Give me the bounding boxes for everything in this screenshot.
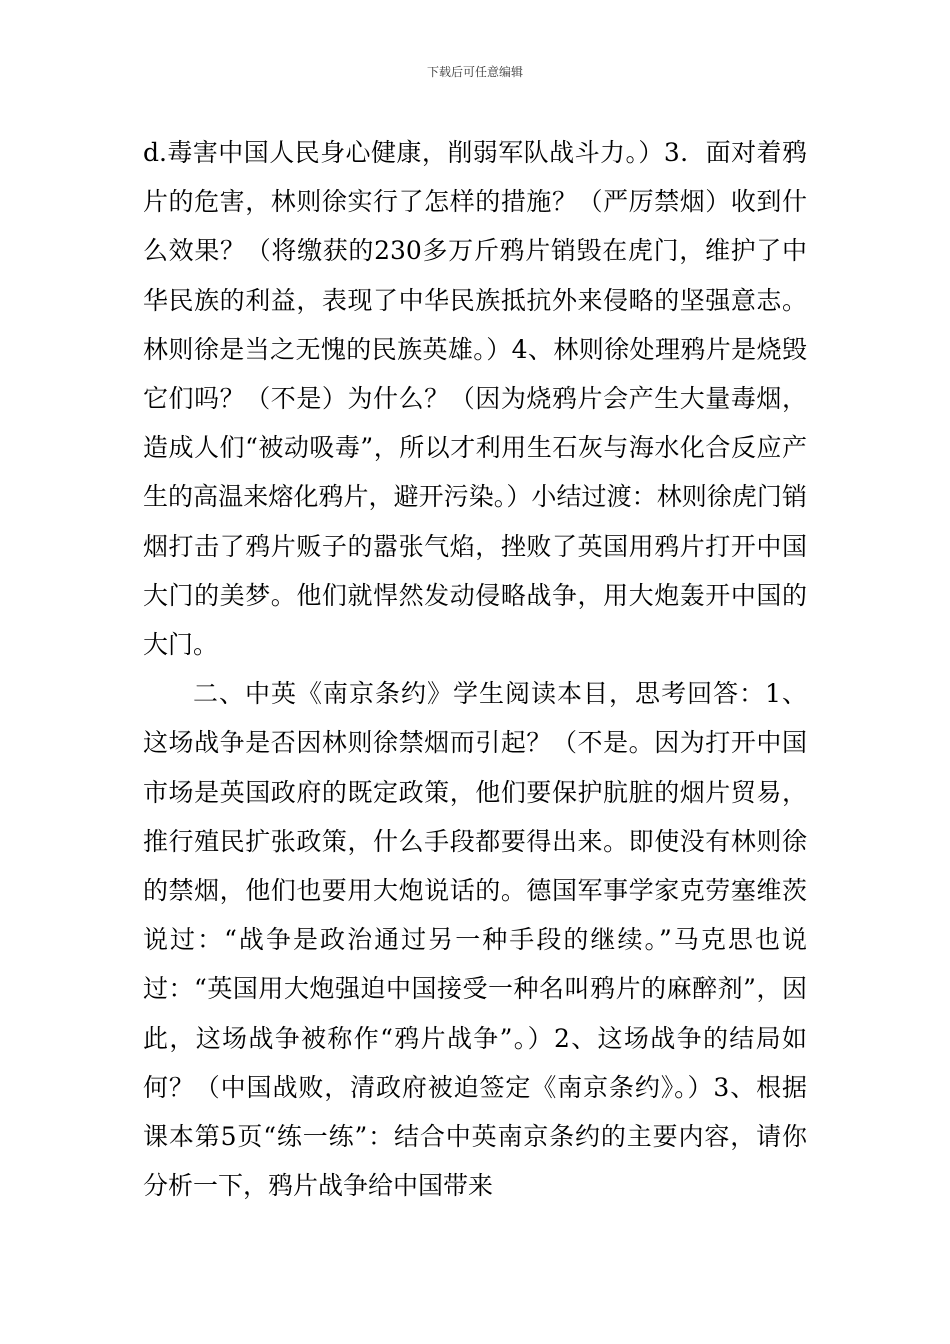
header-note: 下载后可任意编辑 — [426, 65, 523, 79]
paragraph-section-two: 二、中英《南京条约》学生阅读本目，思考回答：1、这场战争是否因林则徐禁烟而引起？（不是。因为打开中国市场是英国政府的既定政策，他们要保护肮脏的烟片贸易，推行殖民扩张政策，什么手段都要得出来。即使没有林则徐的禁烟，他们也要用大炮说话的。德国军事学家克劳塞维茨说过：“战争是政治通过另一种手段的继续。”马克思也说过：“英国用大炮强迫中国接受一种名叫鸦片的麻醉剂”，因此，这场战争被称作“鸦片战争”。）2、这场战争的结局如何？（中国战败，清政府被迫签定《南京条约》。）3、根据课本第5页“练一练”：结合中英南京条约的主要内容，请你分析一下，鸦片战争给中国带来 — [143, 679, 807, 1201]
document-body — [143, 128, 807, 1210]
paragraph-continuation: d.毒害中国人民身心健康，削弱军队战斗力。）3．面对着鸦片的危害，林则徐实行了怎样的措施？（严厉禁烟）收到什么效果？（将缴获的230多万斤鸦片销毁在虎门，维护了中华民族的利益，表现了中华民族抵抗外来侵略的坚强意志。林则徐是当之无愧的民族英雄。）4、林则徐处理鸦片是烧毁它们吗？（不是）为什么？（因为烧鸦片会产生大量毒烟，造成人们“被动吸毒”，所以才利用生石灰与海水化合反应产生的高温来熔化鸦片，避开污染。）小结过渡：林则徐虎门销烟打击了鸦片贩子的嚣张气焰，挫败了英国用鸦片打开中国大门的美梦。他们就悍然发动侵略战争，用大炮轰开中国的大门。 — [143, 138, 807, 660]
